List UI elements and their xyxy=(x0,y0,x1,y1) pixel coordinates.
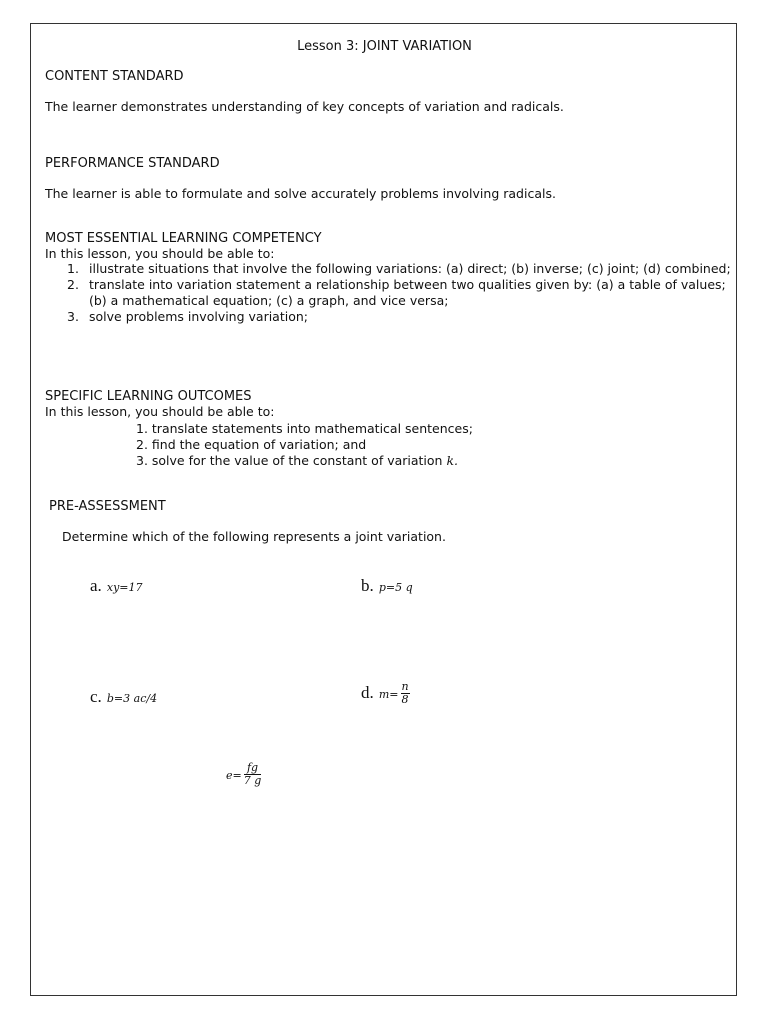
option-letter: c. xyxy=(90,687,102,706)
content-standard-heading: CONTENT STANDARD xyxy=(45,69,184,84)
melc-item-number: 3. xyxy=(67,309,79,324)
melc-intro: In this lesson, you should be able to: xyxy=(45,246,275,261)
slo-item: 2. find the equation of variation; and xyxy=(136,437,367,452)
option-expression: xy=17 xyxy=(106,581,143,594)
option-letter: d. xyxy=(361,683,374,702)
slo-item: 1. translate statements into mathematical sentences; xyxy=(136,421,473,436)
melc-list xyxy=(45,261,735,325)
melc-item xyxy=(45,261,735,277)
option-expression: p=5 q xyxy=(378,581,413,594)
fraction-numerator: n xyxy=(401,680,409,693)
pre-assessment-instruction: Determine which of the following represents a joint variation. xyxy=(62,529,446,544)
slo-heading: SPECIFIC LEARNING OUTCOMES xyxy=(45,389,252,404)
content-standard-text: The learner demonstrates understanding of key concepts of variation and radicals. xyxy=(45,99,564,114)
fraction xyxy=(244,762,262,787)
performance-standard-heading: PERFORMANCE STANDARD xyxy=(45,156,220,171)
fraction-denominator: 7 g xyxy=(243,774,262,787)
option-d xyxy=(361,681,410,706)
option-letter: b. xyxy=(361,576,374,595)
melc-item-number: 2. xyxy=(67,277,79,292)
option-b xyxy=(361,576,413,596)
melc-item xyxy=(45,277,735,309)
option-expression: m= xyxy=(378,688,399,701)
fraction-numerator: fg xyxy=(244,762,262,775)
option-a xyxy=(90,576,143,596)
slo-item xyxy=(136,453,458,468)
option-e xyxy=(226,762,261,787)
fraction xyxy=(401,681,410,706)
document-frame xyxy=(30,23,737,996)
constant-symbol: k. xyxy=(446,453,459,468)
melc-heading: MOST ESSENTIAL LEARNING COMPETENCY xyxy=(45,231,322,246)
melc-item-text: translate into variation statement a relationship between two qualities given by: (a) a table of values; (b) a mathematical equation; (c) a graph, and vice versa; xyxy=(89,277,726,308)
slo-item-text: 3. solve for the value of the constant of variation xyxy=(136,453,443,468)
pre-assessment-heading: PRE-ASSESSMENT xyxy=(49,499,166,514)
lesson-title: Lesson 3: JOINT VARIATION xyxy=(297,39,472,54)
performance-standard-text: The learner is able to formulate and solve accurately problems involving radicals. xyxy=(45,186,556,201)
option-letter: a. xyxy=(90,576,102,595)
fraction-denominator: 8 xyxy=(401,693,409,706)
melc-item-number: 1. xyxy=(67,261,79,276)
option-c xyxy=(90,687,157,707)
option-expression: e= xyxy=(226,769,242,782)
melc-item-text: illustrate situations that involve the following variations: (a) direct; (b) inverse; (c) joint; (d) combined; xyxy=(89,261,731,276)
melc-item xyxy=(45,309,735,325)
option-expression: b=3 ac/4 xyxy=(106,692,158,705)
slo-intro: In this lesson, you should be able to: xyxy=(45,404,275,419)
melc-item-text: solve problems involving variation; xyxy=(89,309,309,324)
